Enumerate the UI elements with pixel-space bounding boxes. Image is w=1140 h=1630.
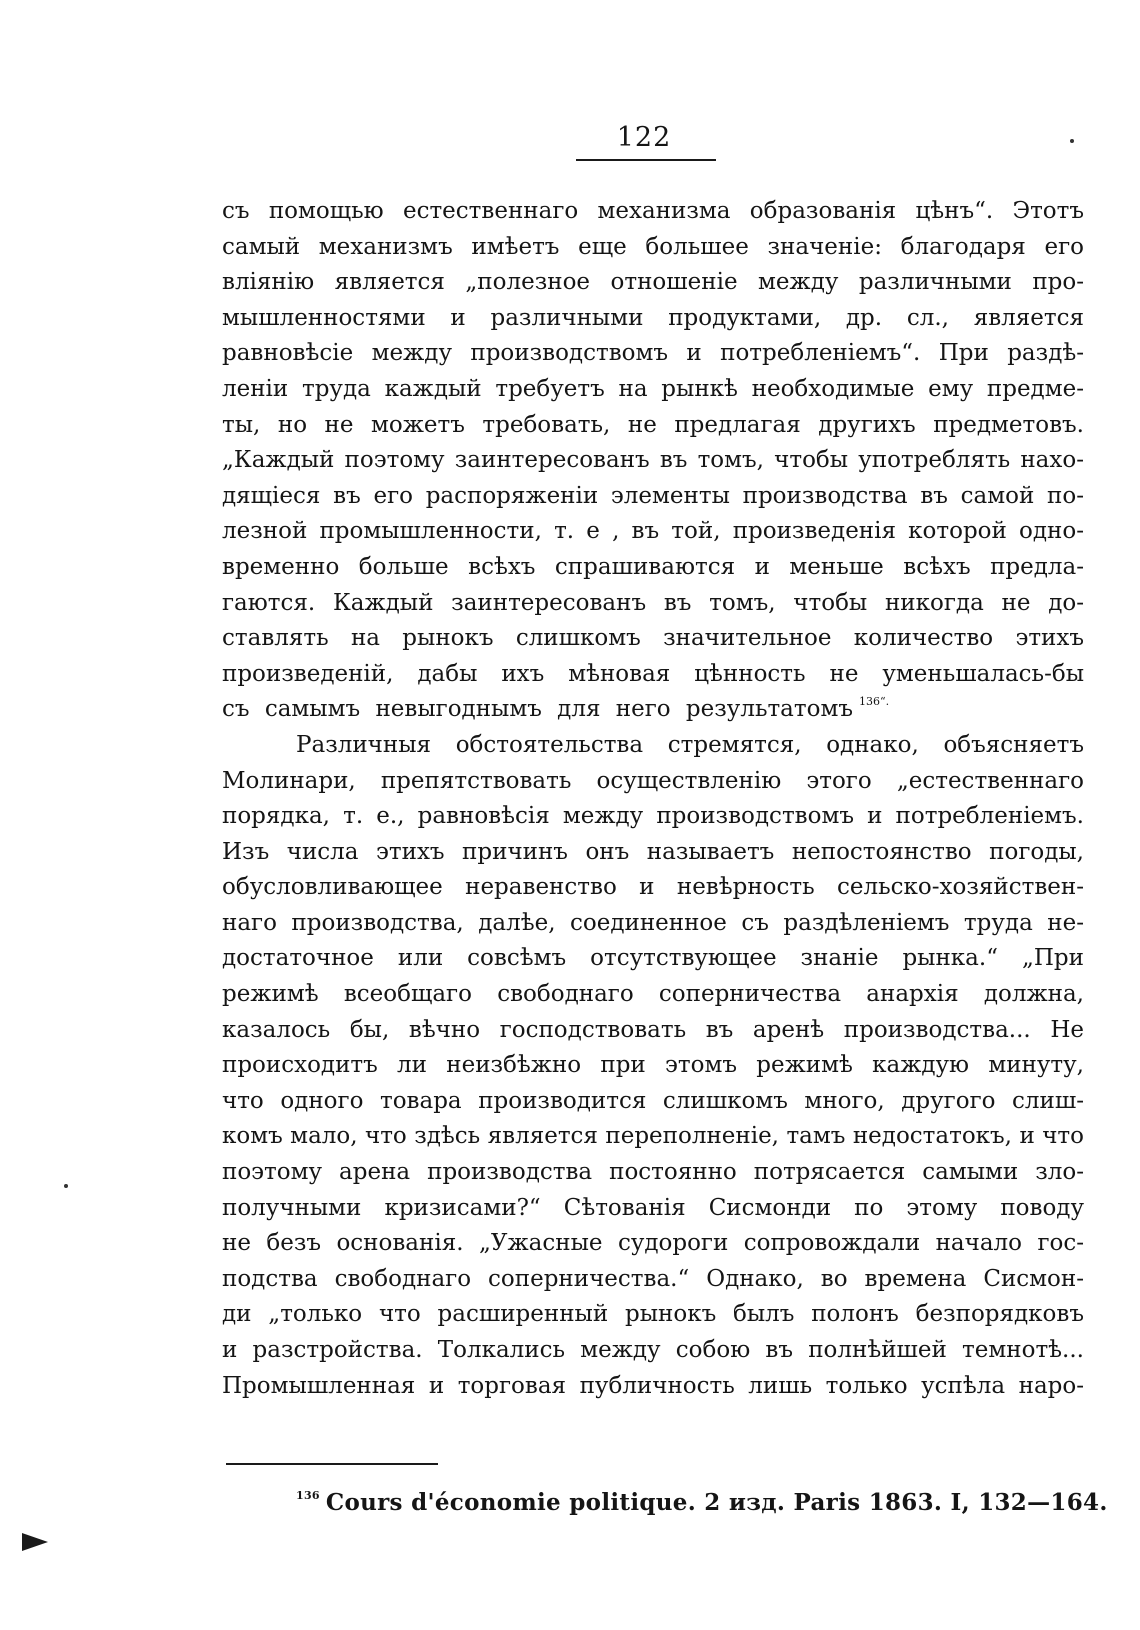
text-line: съ помощью естественнаго механизма образованія цѣнъ“. Этотъ bbox=[222, 198, 1084, 224]
text-line: обусловливающее неравенство и невѣрность сельско-хозяйствен- bbox=[222, 874, 1084, 901]
text-line: дящіеся въ его распоряженіи элементы производства въ самой по- bbox=[222, 482, 1084, 509]
text-line: наго производства, далѣе, соединенное съ раздѣленіемъ труда не- bbox=[222, 909, 1084, 936]
text-line: не безъ основанія. „Ужасные судороги сопровождали начало гос- bbox=[222, 1230, 1084, 1257]
text-line: „Каждый поэтому заинтересованъ въ томъ, чтобы употреблять нахо- bbox=[222, 447, 1084, 474]
text-line: Молинари, препятствовать осуществленію этого „естественнаго bbox=[222, 767, 1084, 794]
page-corner-arrow-icon bbox=[22, 1533, 48, 1551]
text-line: получными кризисами?“ Сѣтованія Сисмонди по этому поводу bbox=[222, 1194, 1084, 1221]
text-line: и разстройства. Толкались между собою въ полнѣйшей темнотѣ... bbox=[222, 1337, 1084, 1363]
footnote-text: Cours d'économie politique. 2 изд. Paris 1863. I, 132—164. bbox=[325, 1489, 1108, 1516]
text-line: мышленностями и различными продуктами, др. сл., является bbox=[222, 304, 1084, 331]
text-line: леніи труда каждый требуетъ на рынкѣ необходимые ему предме- bbox=[222, 375, 1084, 402]
header-rule bbox=[576, 159, 716, 161]
text-line: Промышленная и торговая публичность лишь только успѣла наро- bbox=[222, 1372, 1084, 1399]
text-line: равновѣсіе между производствомъ и потребленіемъ“. При раздѣ- bbox=[222, 340, 1084, 367]
text-line: подства свободнаго соперничества.“ Однако, во времена Сисмон- bbox=[222, 1265, 1084, 1292]
footnote-rule bbox=[226, 1463, 438, 1465]
text-line: самый механизмъ имѣетъ еще большее значеніе: благодаря его bbox=[222, 233, 1084, 260]
scan-speck bbox=[64, 1184, 68, 1188]
text-line-content: съ самымъ невыгоднымъ для него результатомъ bbox=[222, 696, 853, 723]
text-line-paragraph-start: Различныя обстоятельства стремятся, однако, объясняетъ bbox=[296, 731, 1084, 758]
text-line: порядка, т. е., равновѣсія между производствомъ и потребленіемъ. bbox=[222, 803, 1084, 830]
text-line: ты, но не можетъ требовать, не предлагая другихъ предметовъ. bbox=[222, 411, 1084, 438]
text-line: что одного товара производится слишкомъ много, другого слиш- bbox=[222, 1087, 1084, 1114]
text-line: ставлять на рынокъ слишкомъ значительное количество этихъ bbox=[222, 625, 1084, 652]
text-line: вліянію является „полезное отношеніе между различными про- bbox=[222, 269, 1084, 296]
text-line: казалось бы, вѣчно господствовать въ аренѣ производства... Не bbox=[222, 1016, 1084, 1043]
page-number: 122 bbox=[616, 122, 672, 153]
footnote-number: 136 bbox=[296, 1489, 320, 1502]
text-line: лезной промышленности, т. е , въ той, произведенія которой одно- bbox=[222, 518, 1084, 545]
text-line: гаются. Каждый заинтересованъ въ томъ, чтобы никогда не до- bbox=[222, 589, 1084, 616]
text-line: режимѣ всеобщаго свободнаго соперничества анархія должна, bbox=[222, 981, 1084, 1008]
text-line: ди „только что расширенный рынокъ былъ полонъ безпорядковъ bbox=[222, 1301, 1084, 1328]
text-line: достаточное или совсѣмъ отсутствующее знаніе рынка.“ „При bbox=[222, 945, 1084, 972]
footnote-reference: 136“. bbox=[859, 695, 890, 709]
text-line: произведеній, дабы ихъ мѣновая цѣнность не уменьшалась-бы bbox=[222, 660, 1084, 687]
scan-speck bbox=[1070, 139, 1074, 143]
body-text bbox=[222, 194, 1084, 1404]
text-line: Изъ числа этихъ причинъ онъ называетъ непостоянство погоды, bbox=[222, 838, 1084, 865]
text-line: временно больше всѣхъ спрашиваются и меньше всѣхъ предла- bbox=[222, 553, 1084, 580]
text-line-paragraph-end bbox=[222, 692, 1084, 728]
text-line: поэтому арена производства постоянно потрясается самыми зло- bbox=[222, 1159, 1084, 1186]
footnote bbox=[296, 1488, 1108, 1518]
text-line: комъ мало, что здѣсь является переполненіе, тамъ недостатокъ, и что bbox=[222, 1123, 1084, 1150]
text-line: происходитъ ли неизбѣжно при этомъ режимѣ каждую минуту, bbox=[222, 1052, 1084, 1079]
